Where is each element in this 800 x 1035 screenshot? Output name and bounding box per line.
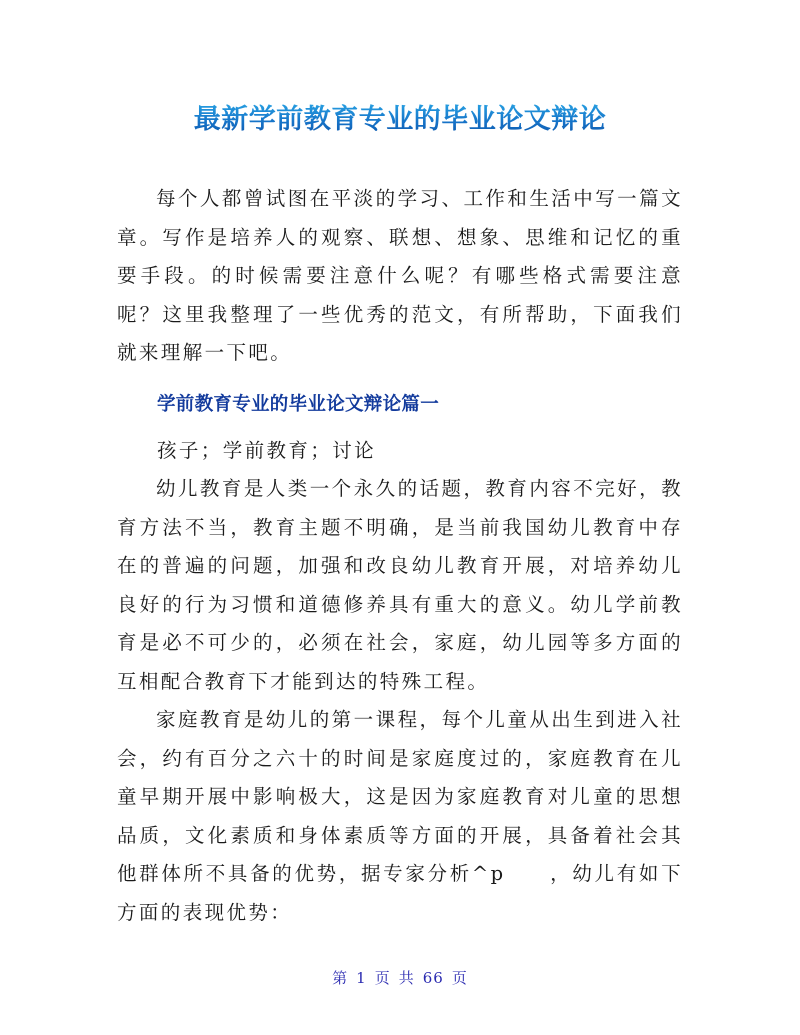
page-footer — [0, 967, 800, 988]
footer-current-page: 1 — [356, 969, 367, 987]
footer-page-label: 页 — [374, 969, 391, 987]
section-heading: 学前教育专业的毕业论文辩论篇一 — [157, 393, 440, 415]
page-title: 最新学前教育专业的毕业论文辩论 — [0, 100, 800, 140]
footer-prefix: 第 — [332, 969, 349, 987]
footer-total-suffix: 页 — [451, 969, 468, 987]
intro-paragraph: 每个人都曾试图在平淡的学习、工作和生活中写一篇文章。写作是培养人的观察、联想、想象、思维和记忆的重要手段。的时候需要注意什么呢？有哪些格式需要注意呢？这里我整理了一些优秀的范文，有所帮助，下面我们就来理解一下吧。 — [117, 187, 683, 364]
body-paragraph-1: 幼儿教育是人类一个永久的话题，教育内容不完好，教育方法不当，教育主题不明确，是当前我国幼儿教育中存在的普遍的问题，加强和改良幼儿教育开展，对培养幼儿良好的行为习惯和道德修养具有重大的意义。幼儿学前教育是必不可少的，必须在社会，家庭，幼儿园等多方面的互相配合教育下才能到达的特殊工程。 — [117, 477, 683, 693]
footer-total-pages: 66 — [422, 969, 444, 987]
footer-total-prefix: 共 — [398, 969, 415, 987]
document-body — [117, 180, 683, 932]
body-paragraph-2: 家庭教育是幼儿的第一课程，每个儿童从出生到进入社会，约有百分之六十的时间是家庭度过的，家庭教育在儿童早期开展中影响极大，这是因为家庭教育对儿童的思想品质，文化素质和身体素质等方面的开展，具备着社会其他群体所不具备的优势，据专家分析^p ，幼儿有如下方面的表现优势： — [117, 708, 683, 924]
keywords-line: 孩子；学前教育；讨论 — [157, 438, 377, 462]
